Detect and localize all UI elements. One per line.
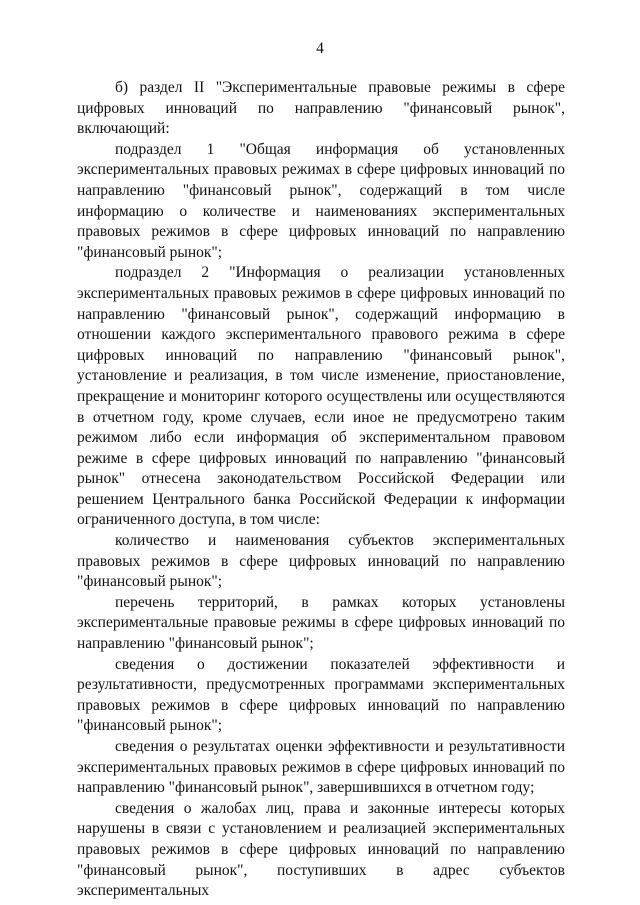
page-number: 4 — [316, 40, 324, 57]
paragraph-complaints: сведения о жалобах лиц, права и законные интересы которых нарушены в связи с установлением и реализацией экспериментальных правовых режимов в сфере цифровых инноваций по направлению "финансовый рынок", поступивших в адрес субъектов экспериментальных — [77, 799, 565, 900]
paragraph-subjects-count: количество и наименования субъектов экспериментальных правовых режимов в сфере цифровых инноваций по направлению "финансовый рынок"; — [77, 532, 565, 591]
document-body — [77, 78, 565, 902]
paragraph-territories-list: перечень территорий, в рамках которых установлены экспериментальные правовые режимы в сфере цифровых инноваций по направлению "финансовый рынок"; — [77, 593, 565, 653]
paragraph-evaluation-results: сведения о результатах оценки эффективности и результативности экспериментальных правовых режимов в сфере цифровых инноваций по направлению "финансовый рынок", завершившихся в отчетном году; — [77, 738, 565, 797]
paragraph-performance-indicators: сведения о достижении показателей эффективности и результативности, предусмотренных программами экспериментальных правовых режимов в сфере цифровых инноваций по направлению "финансовый рынок"; — [77, 655, 565, 735]
paragraph-section-2: б) раздел II "Экспериментальные правовые режимы в сфере цифровых инноваций по направлению "финансовый рынок", включающий: — [77, 79, 565, 138]
paragraph-subsection-2: подраздел 2 "Информация о реализации установленных экспериментальных правовых режимов в сфере цифровых инноваций по направлению "финансовый рынок", содержащий информацию в отношении каждого экспериментального правового режима в сфере цифровых инноваций по направлению "финансовый рынок", установление и реализация, в том числе изменение, приостановление, прекращение и мониторинг которого осуществлены или осуществляются в отчетном году, кроме случаев, если иное не предусмотрено таким режимом либо если информация об экспериментальном правовом режиме в сфере цифровых инноваций по направлению "финансовый рынок" отнесена законодательством Российской Федерации или решением Центрального банка Российской Федерации к информации ограниченного доступа, в том числе: — [77, 264, 565, 529]
paragraph-subsection-1: подраздел 1 "Общая информация об установленных экспериментальных правовых режимах в сфере цифровых инноваций по направлению "финансовый рынок", содержащий в том числе информацию о количестве и наименованиях экспериментальных правовых режимов в сфере цифровых инноваций по направлению "финансовый рынок"; — [77, 140, 565, 261]
